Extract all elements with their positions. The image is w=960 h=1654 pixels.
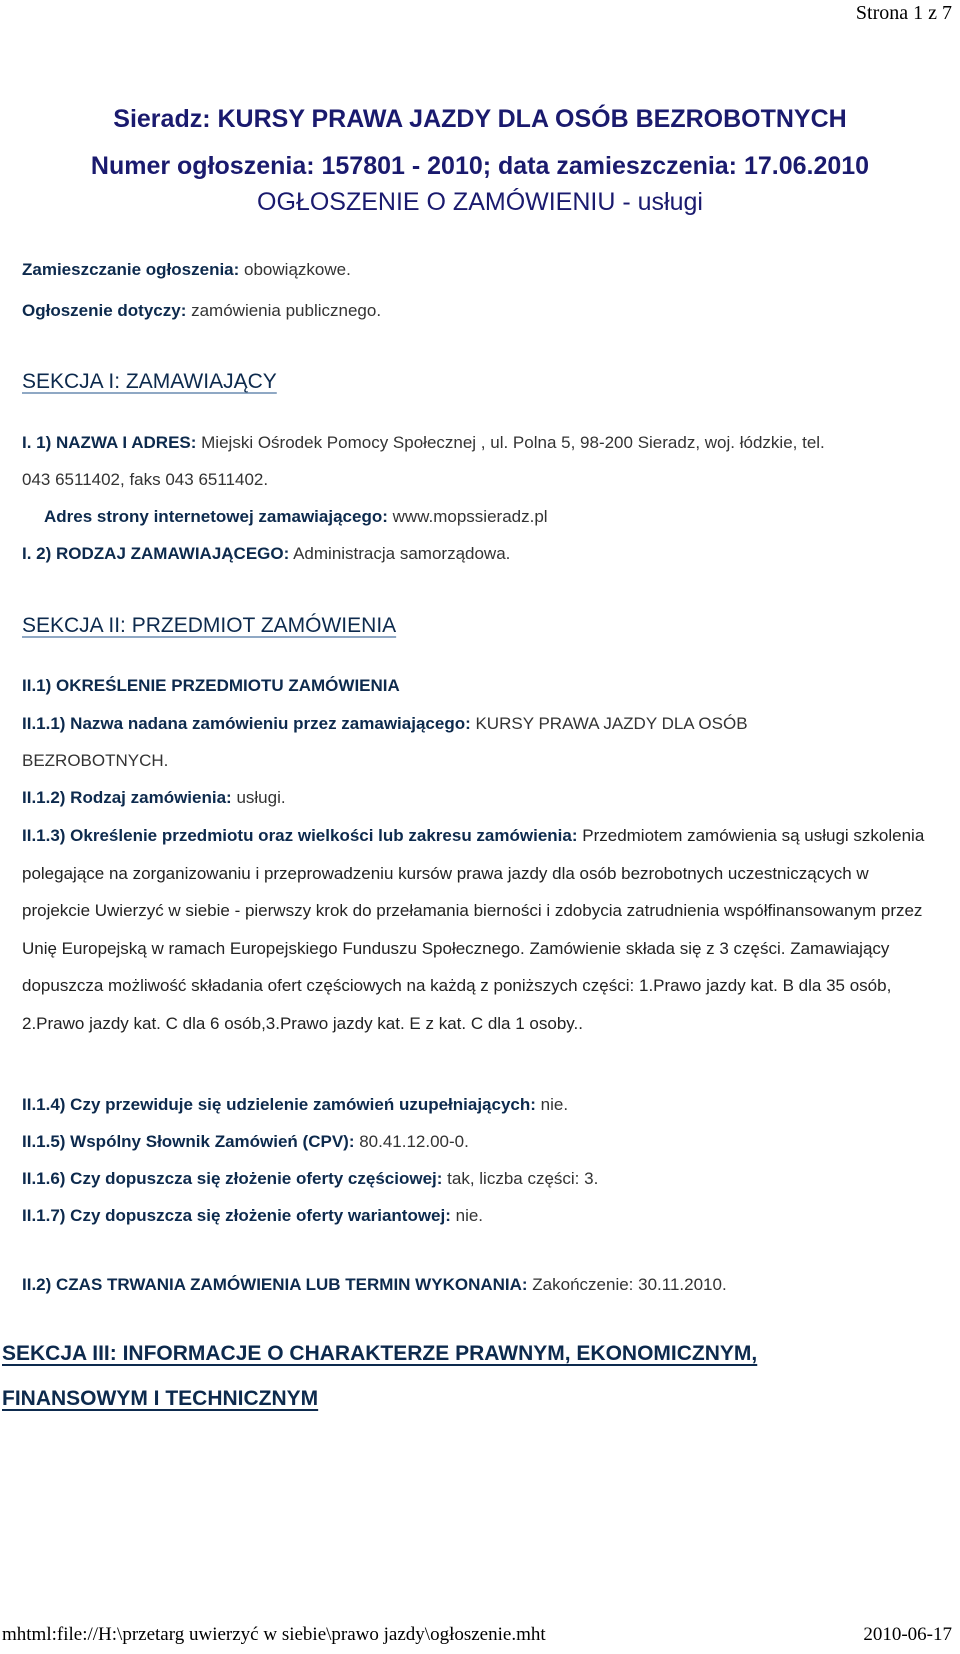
footer-file-path: mhtml:file://H:\przetarg uwierzyć w siebie\prawo jazdy\ogłoszenie.mht (2, 1624, 546, 1645)
duration-line (22, 1275, 727, 1295)
subsection-2-1-label: II.1) OKREŚLENIE PRZEDMIOTU ZAMÓWIENIA (22, 676, 400, 695)
duration-label: II.2) CZAS TRWANIA ZAMÓWIENIA LUB TERMIN WYKONANIA: (22, 1275, 528, 1294)
placement-value: obowiązkowe. (239, 260, 351, 279)
concerns-line (22, 301, 381, 321)
notice-title: Sieradz: KURSY PRAWA JAZDY DLA OSÓB BEZROBOTNYCH (113, 105, 847, 133)
footer-date: 2010-06-17 (863, 1624, 952, 1645)
partial-offer-line (22, 1169, 598, 1189)
section-3-heading-line1: SEKCJA III: INFORMACJE O CHARAKTERZE PRAWNYM, EKONOMICZNYM, (2, 1342, 758, 1365)
subsection-2-1-heading (22, 676, 400, 696)
order-description-label: II.1.3) Określenie przedmiotu oraz wielkości lub zakresu zamówienia: (22, 826, 578, 845)
order-name-value-2: BEZROBOTNYCH. (22, 751, 169, 770)
concerns-label: Ogłoszenie dotyczy: (22, 301, 187, 320)
placement-label: Zamieszczanie ogłoszenia: (22, 260, 240, 279)
page-number: Strona 1 z 7 (855, 2, 952, 24)
order-kind-label: II.1.2) Rodzaj zamówienia: (22, 788, 232, 807)
partial-offer-label: II.1.6) Czy dopuszcza się złożenie oferty częściowej: (22, 1169, 443, 1188)
order-kind-line (22, 788, 286, 808)
order-name-label: II.1.1) Nazwa nadana zamówieniu przez zamawiającego: (22, 714, 471, 733)
cpv-label: II.1.5) Wspólny Słownik Zamówień (CPV): (22, 1132, 355, 1151)
supplementary-label: II.1.4) Czy przewiduje się udzielenie zamówień uzupełniających: (22, 1095, 536, 1114)
section-2-heading: SEKCJA II: PRZEDMIOT ZAMÓWIENIA (22, 614, 397, 637)
contracting-type-label: I. 2) RODZAJ ZAMAWIAJĄCEGO: (22, 544, 290, 563)
order-description-paragraph (22, 817, 927, 1042)
section-1-heading: SEKCJA I: ZAMAWIAJĄCY (22, 370, 277, 393)
website-line (44, 507, 548, 527)
concerns-value: zamówienia publicznego. (186, 301, 382, 320)
notice-type: OGŁOSZENIE O ZAMÓWIENIU - usługi (257, 188, 703, 216)
name-address-value-2: 043 6511402, faks 043 6511402. (22, 470, 269, 489)
section-3-heading-line2: FINANSOWYM I TECHNICZNYM (2, 1387, 319, 1410)
contracting-type-line (22, 544, 510, 564)
notice-number-line: Numer ogłoszenia: 157801 - 2010; data zamieszczenia: 17.06.2010 (90, 152, 870, 180)
duration-value: Zakończenie: 30.11.2010. (527, 1275, 727, 1294)
name-address-value: Miejski Ośrodek Pomocy Społecznej , ul. Polna 5, 98-200 Sieradz, woj. łódzkie, tel. (196, 433, 825, 452)
order-name-value: KURSY PRAWA JAZDY DLA OSÓB (470, 714, 748, 733)
variant-offer-value: nie. (450, 1206, 484, 1225)
name-address-line (22, 433, 825, 453)
variant-offer-label: II.1.7) Czy dopuszcza się złożenie oferty wariantowej: (22, 1206, 451, 1225)
variant-offer-line (22, 1206, 483, 1226)
order-description-value: Przedmiotem zamówienia są usługi szkolenia polegające na zorganizowaniu i przeprowadzeniu kursów prawa jazdy dla osób bezrobotnych uczestniczących w projekcie Uwierzyć w siebie - pierwszy krok do przełamania bierności i zdobycia zatrudnienia współfinansowanym przez Unię Europejską w ramach Europejskiego Funduszu Społecznego. Zamówienie składa się z 3 części. Zamawiający dopuszcza możliwość składania ofert częściowych na każdą z poniższych części: 1.Prawo jazdy kat. B dla 35 osób, 2.Prawo jazdy kat. C dla 6 osób,3.Prawo jazdy kat. E z kat. C dla 1 osoby.. (22, 826, 925, 1033)
website-value[interactable]: www.mopssieradz.pl (387, 507, 548, 526)
contracting-type-value: Administracja samorządowa. (289, 544, 511, 563)
supplementary-line (22, 1095, 568, 1115)
cpv-value: 80.41.12.00-0. (354, 1132, 469, 1151)
partial-offer-value: tak, liczba części: 3. (442, 1169, 599, 1188)
name-address-label: I. 1) NAZWA I ADRES: (22, 433, 197, 452)
order-kind-value: usługi. (231, 788, 286, 807)
supplementary-value: nie. (535, 1095, 569, 1114)
order-name-line (22, 714, 748, 734)
cpv-line (22, 1132, 469, 1152)
website-label: Adres strony internetowej zamawiającego: (44, 507, 388, 526)
placement-line (22, 260, 351, 280)
